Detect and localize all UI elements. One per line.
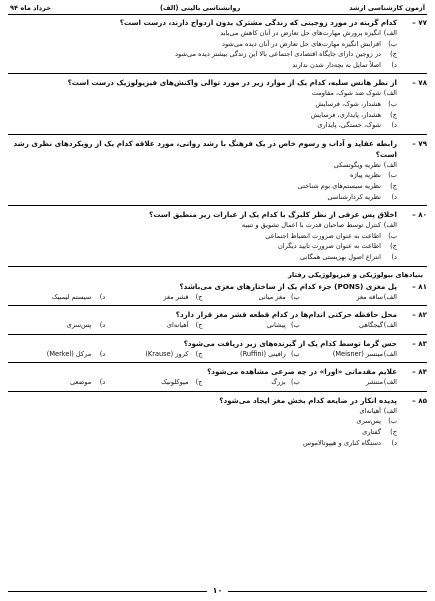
option bbox=[8, 231, 427, 242]
option-text: در زوجین دارای جایگاه اقتصادی اجتماعی بالا این زندگی بیشتر دیده می‌شود bbox=[175, 50, 381, 59]
option-row bbox=[8, 292, 427, 303]
option-text: میوکلونیک bbox=[161, 378, 189, 387]
option bbox=[8, 349, 105, 360]
option-label: الف) bbox=[383, 221, 397, 230]
short-question-list bbox=[8, 281, 427, 452]
option-text: قشر مغز bbox=[163, 292, 189, 301]
option bbox=[203, 349, 300, 360]
option-label: ج) bbox=[390, 50, 397, 59]
option-text: آهیانه‌ای bbox=[166, 321, 189, 330]
question bbox=[8, 17, 427, 74]
question-text: حس گرما توسط کدام یک از گیرنده‌های زیر دریافت می‌شود؟ bbox=[183, 338, 397, 348]
option-label: د) bbox=[391, 438, 397, 447]
option bbox=[105, 349, 202, 360]
option-text: مرکل (Merkel) bbox=[46, 349, 92, 358]
option-label: الف) bbox=[383, 89, 397, 98]
question-number: ۷۷ – bbox=[412, 18, 427, 27]
option bbox=[300, 292, 397, 303]
option-label: د) bbox=[391, 60, 397, 69]
option-text: اطاعت به عنوان ضرورت تایید دیگران bbox=[277, 242, 381, 251]
option-text: سیستم لیمبیک bbox=[51, 292, 92, 301]
option-text: گفتاری bbox=[362, 428, 381, 437]
question-text: رابطه عقاید و آداب و رسوم خاص در یک فرهنگ با رشد روانی، مورد علاقه کدام یک از رویکردهای نظری رشد است؟ bbox=[13, 138, 397, 159]
question-number: ۸۲ – bbox=[412, 310, 427, 320]
option-label: الف) bbox=[383, 292, 397, 301]
option-label: الف) bbox=[383, 378, 397, 387]
option-label: الف) bbox=[383, 29, 397, 37]
option bbox=[105, 292, 202, 303]
option-text: شوک، خستگی، پایداری bbox=[317, 121, 381, 130]
option-label: د) bbox=[99, 321, 106, 330]
option-label: الف) bbox=[383, 349, 397, 358]
option-text: نظریه کردارشناسی bbox=[327, 192, 381, 201]
option-label: ج) bbox=[390, 110, 397, 119]
option-label: د) bbox=[99, 292, 106, 301]
option-label: ب) bbox=[290, 378, 300, 387]
question bbox=[8, 338, 427, 364]
option-row bbox=[8, 377, 427, 388]
option-label: د) bbox=[99, 378, 106, 387]
option-text: آهیانه‌ای bbox=[359, 406, 381, 415]
question bbox=[8, 395, 427, 451]
option-text: بزرگ bbox=[271, 378, 286, 387]
option-text: نظریه سیستم‌های بوم شناختی bbox=[297, 181, 381, 190]
option-text: اطاعت به عنوان ضرورت انضباط اجتماعی bbox=[265, 231, 381, 240]
option bbox=[105, 320, 202, 331]
page-footer bbox=[8, 586, 427, 600]
option bbox=[8, 241, 427, 252]
option bbox=[8, 160, 427, 171]
option-text: پس‌سری bbox=[356, 417, 381, 426]
question-list bbox=[8, 17, 427, 267]
question-text: علایم مقدماتی «اورا» در چه صرعی مشاهده می‌شود؟ bbox=[207, 367, 397, 377]
option-text: پیشانی bbox=[266, 321, 286, 330]
question-number: ۸۰ – bbox=[412, 210, 427, 220]
question bbox=[8, 366, 427, 392]
option bbox=[8, 49, 427, 60]
option bbox=[8, 39, 427, 50]
question-text: کدام گزینه در مورد زوجینی که زندگی مشترک بدون ازدواج دارند، درست است؟ bbox=[119, 18, 397, 27]
option-text: پس‌سری bbox=[66, 321, 92, 330]
option bbox=[8, 252, 427, 263]
option-label: ب) bbox=[388, 39, 397, 48]
option bbox=[8, 88, 427, 99]
option-label: ب) bbox=[388, 231, 397, 240]
option-label: ج) bbox=[390, 181, 397, 190]
option bbox=[105, 377, 202, 388]
question bbox=[8, 138, 427, 206]
option-label: ج) bbox=[195, 378, 203, 387]
option bbox=[8, 377, 105, 388]
option-row bbox=[8, 320, 427, 331]
question bbox=[8, 77, 427, 134]
option-label: د) bbox=[391, 252, 397, 261]
section-title: بنیادهای بیولوژیکی و فیزیولوژیکی رفتار bbox=[288, 270, 423, 279]
option-label: الف) bbox=[383, 321, 397, 330]
option-text: دستگاه کناری و هیپوتالاموس bbox=[303, 438, 381, 447]
option-text: نظریه پیاژه bbox=[350, 171, 381, 180]
option bbox=[8, 99, 427, 110]
option-text: انگیزه پرورش مهارت‌های حل تعارض در آنان کاهش می‌یابد bbox=[220, 29, 381, 37]
option-text: اصلاً تمایل به بچه‌دار شدن ندارند bbox=[292, 60, 381, 69]
option bbox=[203, 377, 300, 388]
option bbox=[8, 28, 427, 39]
option-label: د) bbox=[391, 192, 397, 201]
option-label: ج) bbox=[390, 242, 397, 251]
option-text: ساقه مغز bbox=[356, 292, 383, 301]
question-number: ۸۵ – bbox=[412, 395, 427, 405]
option-text: شوک ضد شوک، مقاومت bbox=[311, 89, 381, 98]
option-label: ب) bbox=[388, 171, 397, 180]
question-body bbox=[8, 17, 427, 451]
option bbox=[8, 292, 105, 303]
page-header bbox=[8, 2, 427, 15]
option-text: هشدار، شوک، فرسایش bbox=[315, 99, 381, 108]
exam-subject: روانشناسی بالینی (الف) bbox=[159, 4, 241, 12]
option-label: ب) bbox=[388, 417, 397, 426]
option bbox=[300, 320, 397, 331]
option-text: هشدار، پایداری، فرسایش bbox=[310, 110, 381, 119]
option-label: ب) bbox=[290, 349, 300, 358]
option bbox=[300, 377, 397, 388]
option-label: د) bbox=[391, 121, 397, 130]
exam-title: آزمون کارشناسی ارشد bbox=[349, 4, 425, 12]
option bbox=[300, 349, 397, 360]
option bbox=[8, 192, 427, 203]
option-label: د) bbox=[99, 349, 106, 358]
option-text: منتشر bbox=[365, 378, 383, 387]
question bbox=[8, 281, 427, 307]
option-text: رافینی (Ruffini) bbox=[240, 349, 286, 358]
page-number: ۱۰ bbox=[207, 586, 229, 595]
option-text: کنترل توسط صاحبان قدرت با اعمال تشویق و تنبیه bbox=[241, 221, 381, 230]
question-number: ۸۱ – bbox=[412, 281, 427, 291]
option bbox=[203, 292, 300, 303]
option-label: ب) bbox=[290, 321, 300, 330]
option bbox=[8, 170, 427, 181]
question-number: ۷۹ – bbox=[412, 138, 427, 148]
option-row bbox=[8, 349, 427, 360]
option bbox=[8, 320, 105, 331]
option-label: الف) bbox=[383, 406, 397, 415]
question-text: از نظر هانس سلیه، کدام یک از موارد زیر در مورد توالی واکنش‌های فیزیولوژیک درست است؟ bbox=[67, 78, 397, 88]
question bbox=[8, 209, 427, 266]
option-label: ب) bbox=[290, 292, 300, 301]
option-text: نظریه ویگوتسکی bbox=[333, 160, 381, 169]
option-label: ب) bbox=[388, 99, 397, 108]
question-number: ۸۳ – bbox=[412, 338, 427, 348]
option bbox=[8, 438, 427, 449]
option-label: ج) bbox=[195, 349, 203, 358]
option-label: الف) bbox=[383, 160, 397, 169]
option-text: افزایش انگیزه مهارت‌های حل تعارض در آنان دیده می‌شود bbox=[222, 39, 381, 48]
option bbox=[8, 110, 427, 121]
question-text: محل حافظه حرکتی اندام‌ها در کدام قطعه قشر مغز قرار دارد؟ bbox=[175, 310, 397, 320]
question bbox=[8, 309, 427, 335]
question-number: ۸۴ – bbox=[412, 367, 427, 377]
option-text: مغز میانی bbox=[258, 292, 286, 301]
option-text: انتزاع اصول بهزیستی همگانی bbox=[300, 252, 381, 261]
option bbox=[8, 120, 427, 131]
option-text: کروز (Krause) bbox=[145, 349, 189, 358]
option bbox=[8, 427, 427, 438]
option bbox=[8, 220, 427, 231]
option-text: موضعی bbox=[70, 378, 92, 387]
question-number: ۷۸ – bbox=[412, 78, 427, 88]
option bbox=[203, 320, 300, 331]
option-text: مینسر (Meisner) bbox=[332, 349, 383, 358]
option bbox=[8, 60, 427, 71]
question-text: پل مغزی (PONS) جزء کدام یک از ساختارهای مغزی می‌باشد؟ bbox=[179, 281, 397, 291]
option bbox=[8, 406, 427, 417]
option bbox=[8, 416, 427, 427]
option-label: ج) bbox=[195, 321, 203, 330]
option bbox=[8, 181, 427, 192]
option-label: ج) bbox=[195, 292, 203, 301]
question-text: پدیده انکار در ضایعه کدام بخش مغز ایجاد می‌شود؟ bbox=[219, 395, 397, 405]
option-text: گیجگاهی bbox=[358, 321, 383, 330]
question-text: اخلاق پس عرفی از نظر کلبرگ با کدام یک از عبارات زیر منطبق است؟ bbox=[149, 210, 397, 220]
exam-date: خرداد ماه ۹۴ bbox=[10, 4, 51, 12]
option-label: ج) bbox=[390, 428, 397, 437]
